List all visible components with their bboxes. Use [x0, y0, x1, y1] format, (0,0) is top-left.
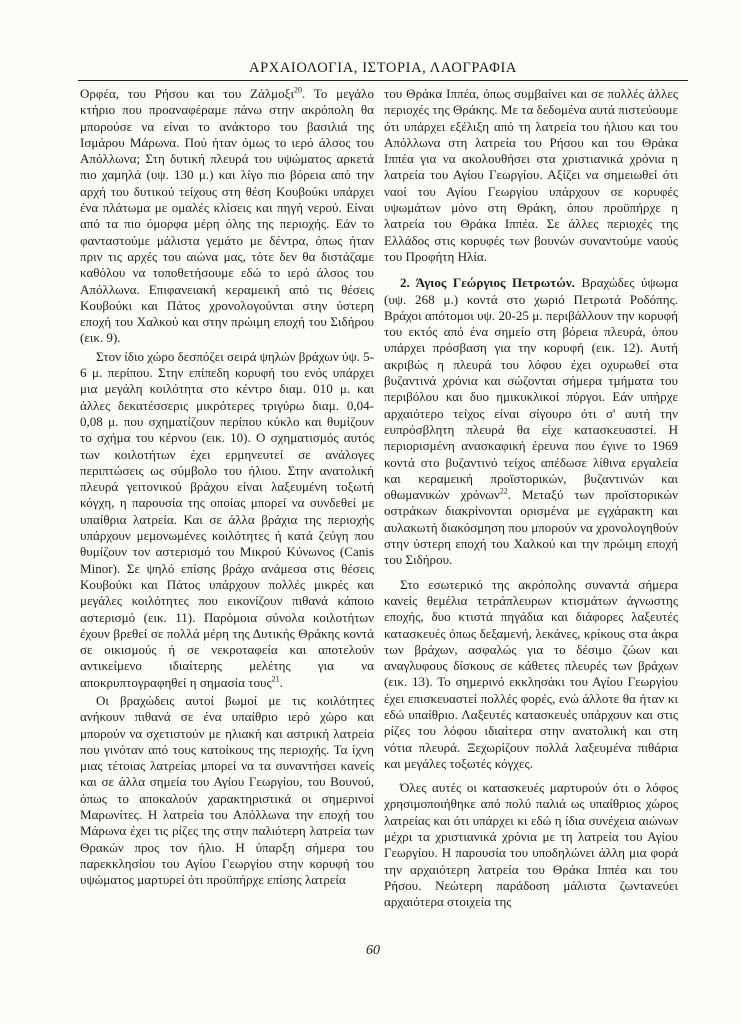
paragraph: Όλες αυτές οι κατασκευές μαρτυρούν ότι ο λόφος χρησιμοποιήθηκε από πολύ παλιά ως υπαίθριος χώρος λατρείας και ότι υπάρχει κι εδώ η ίδια συνέχεια αιώνων μέχρι τα χριστιανικά χρόνια με τη λατρεία του Αγίου Γεωργίου. Η παρουσία του υποδηλώνει άλλη μια φορά την αρχαιότερη λατρεία του Θράκα Ιππέα και του Ρήσου. Νεώτερη παράδοση μάλιστα ζωντανεύει αρχαιότερα στοιχεία της	[384, 780, 678, 910]
paragraph-text: .	[279, 674, 283, 690]
footnote-ref[interactable]: 20	[294, 85, 302, 95]
right-column	[384, 86, 678, 911]
paragraph-text: Στον ίδιο χώρο δεσπόζει σειρά ψηλών βράχων ύψ. 5-6 μ. περίπου. Στην επίπεδη κορυφή του ενός υπάρχει μια μεγάλη κοιλότητα στο κέντρο διαμ. 010 μ. και άλλες δεκατέσσερις μικρότερες τριγύρω διαμ. 0,04-0,08 μ. που σχηματίζουν περίπου κύκλο και θυμίζουν το σχήμα του κέρνου (εικ. 10). Ο σχηματισμός αυτός των κοιλοτήτων έχει ερμηνευτεί σε ανάλογες περιπτώσεις ως σύμβολο του ήλιου. Στην ανατολική πλευρά γειτονικού βράχου είναι λαξευμένη τοξωτή κόγχη, η παρουσία της οποίας μπορεί να συνδεθεί με υπαίθρια λατρεία. Και σε άλλα βράχια της περιοχής υπάρχουν μεμονωμένες κοιλότητες ή κατά ζεύγη που θυμίζουν τον αστερισμό του Μικρού Κύνωνος (Canis Minor). Σε ψηλό επίσης βράχο ανάμεσα στις θέσεις Κουβούκι και Πάτος υπάρχουν πολλές μικρές και μεγάλες κοιλότητες που εικονίζουν πιθανά κάποιο αστερισμό (εικ. 11). Παρόμοια σύνολα κοιλοτήτων έχουν βρεθεί σε πολλά μέρη της Δυτικής Θράκης κοντά σε οικισμούς ή σε νεκροταφεία και αποτελούν αντικείμενο ιδιαίτερης μελέτης για να αποκρυπτογραφηθεί η σημασία τους	[80, 348, 374, 690]
left-column	[80, 86, 374, 889]
footnote-ref[interactable]: 21	[271, 674, 280, 684]
page-number: 60	[366, 943, 380, 958]
footnote-ref[interactable]: 22	[499, 486, 508, 496]
paragraph-text: . Μεταξύ των προϊστορικών οστράκων διακρίνονται ορισμένα με εγχάρακτη και αυλακωτή διακόσμηση που μπορούν να χρονολογηθούν στην ύστερη εποχή του Χαλκού και την πρώιμη εποχή του Σιδήρου.	[384, 487, 678, 568]
paragraph-text: Ορφέα, του Ρήσου και του Ζάλμοξι	[80, 86, 294, 101]
paragraph	[80, 349, 374, 691]
header-rule	[78, 80, 688, 81]
paragraph: Οι βραχώδεις αυτοί βωμοί με τις κοιλότητες ανήκουν πιθανά σε ένα υπαίθριο ιερό χώρο και μπορούν να σχετιστούν με ηλιακή και αστρική λατρεία που γινόταν από τους κατοίκους της περιοχής. Τα ίχνη μιας τέτοιας λατρείας μπορεί να τα συναντήσει κανείς και σε άλλα σημεία του Αγίου Γεωργίου, του Βουνού, όπως το αποκαλούν χαρακτηριστικά οι σημερινοί Μαρωνίτες. Η λατρεία του Απόλλωνα την εποχή του Μάρωνα έχει τις ρίζες της στην παλιότερη λατρεία των Θρακών προς τον ήλιο. Η ύπαρξη σήμερα του παρεκκλησίου του Αγίου Γεωργίου στην κορυφή του υψώματος μαρτυρεί ότι προϋπήρχε επίσης λατρεία	[80, 692, 374, 888]
section-heading: 2. Άγιος Γεώργιος Πετρωτών.	[400, 275, 575, 291]
running-header: ΑΡΧΑΙΟΛΟΓΙΑ, ΙΣΤΟΡΙΑ, ΛΑΟΓΡΑΦΙΑ	[249, 60, 517, 76]
paragraph: του Θράκα Ιππέα, όπως συμβαίνει και σε πολλές άλλες περιοχές της Θράκης. Με τα δεδομένα αυτά πιστεύουμε ότι υπάρχει εξέλιξη από τη λατρεία του ήλιου και του Απόλλωνα στη λατρεία του Ρήσου και του Θράκα Ιππέα για να ακολουθήσει στα χριστιανικά χρόνια η λατρεία του Αγίου Γεωργίου. Αξίζει να σημειωθεί ότι ναοί του Αγίου Γεωργίου υπάρχουν σε κορυφές υψωμάτων μόνο στη Θράκη, όπου προϋπήρχε η λατρεία του Θράκα Ιππέα. Σε άλλες περιοχές της Ελλάδος στις κορυφές των βουνών συναντούμε ναούς του Προφήτη Ηλία.	[384, 86, 678, 264]
paragraph: Στο εσωτερικό της ακρόπολης συναντά σήμερα κανείς θεμέλια τετράπλευρων κτισμάτων άγνωστης εποχής, δυο κτιστά πηγάδια και διάφορες λαξευτές κατασκευές όπως δεξαμενή, λεκάνες, κρίκους στα άκρα των βράχων, ασφαλώς για το δέσιμο ζώων και αναγλυφους δίσκους σε κάθετες πλευρές των βράχων (εικ. 13). Το σημερινό εκκλησάκι του Αγίου Γεωργίου έχει επισκευαστεί πολλές φορές, ενώ άλλοτε θα ήταν κι εδώ υπαίθριο. Λαξευτές κατασκευές υπάρχουν και στις ρίζες του λόφου ιδιαίτερα στην ανατολική και στη νότια πλευρά. Ξεχωρίζουν πολλά λαξευμένα πιθάρια και μεγάλες τοξωτές κόγχες.	[384, 576, 678, 771]
paragraph	[384, 275, 678, 568]
paragraph-text: . Το μεγάλο κτήριο που προαναφέραμε πάνω στην ακρόπολη θα μπορούσε να είναι το ανάκτορο του βασιλιά της Ισμάρου Μάρωνα. Πού ήταν όμως το ιερό άλσος του Απόλλωνα; Στη δυτική πλευρά του υψώματος αρκετά πιο χαμηλά (υψ. 130 μ.) και λίγο πιο βόρεια από την αρχή του δυτικού τείχους στη θέση Κουβούκι υπάρχει ένα πλάτωμα με ομαλές κλίσεις και πηγή νερού. Είναι από τα πιο όμορφα μέρη όλης της περιοχής. Εάν το φανταστούμε μάλιστα γεμάτο με δέντρα, όπως ήταν πριν τις αρχές του αιώνα μας, τότε δεν θα διστάζαμε καθόλου να τοποθετήσουμε εδώ το ιερό άλσος του Απόλλωνα. Επιφανειακή κεραμεική από τις θέσεις Κουβούκι και Πάτος χρονολογούνται στην ύστερη εποχή του Χαλκού και στην πρώιμη εποχή του Σιδήρου (εικ. 9).	[80, 86, 374, 346]
paragraph	[80, 86, 374, 347]
paragraph-text: Βραχώδες ύψωμα (υψ. 268 μ.) κοντά στο χωριό Πετρωτά Ροδόπης. Βράχοι απότομοι υψ. 20-25 μ. περιβάλλουν την κορυφή του εκτός από ένα σημείο στη βόρεια πλευρά, όπου υπάρχει πρόσβαση για την κορυφή (εικ. 12). Αυτή ακριβώς η πλευρά του λόφου έχει οχυρωθεί στα βυζαντινά χρόνια και σώζονται σήμερα τμήματα του περιβόλου και δυο ημικυκλικοί πύργοι. Εάν υπήρχε αρχαιότερο τείχος είναι σίγουρο ότι σ' αυτή την ευπρόσβλητη πλευρά θα είχε κατασκευαστεί. Η περιορισμένη ανασκαφική έρευνα που έγινε το 1969 κοντά στο βυζαντινό τείχος απέδωσε λίθινα εργαλεία και κεραμεική προϊστορικών, βυζαντινών και οθωμανικών χρόνων	[384, 275, 678, 503]
